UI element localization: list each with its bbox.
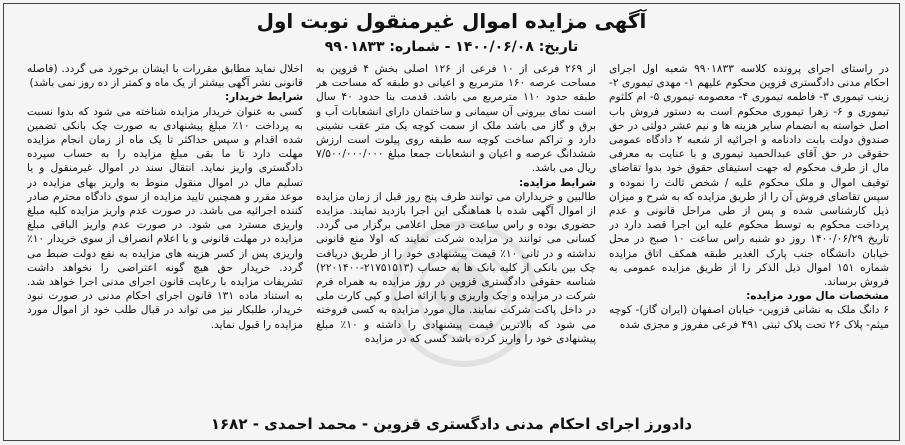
property-heading: مشخصات مال مورد مزایده: (746, 290, 889, 303)
property-details: از ۲۶۹ فرعی از ۱۰ فرعی از ۱۲۶ اصلی بخش ۴ قزوین به مساحت عرصه ۱۶۰ مترمربع و اعیانی دو طبقه که مساحت هر طبقه حدود ۱۱۰ مترمربع می باشد. قدمت بنا حدود ۴۰ سال است نمای بیرونی آن سیمانی و ساختمان دارای انشعابات آب و برق و گاز می باشد ملک از سمت کوچه یک متر عقب نشینی دارد و تراکم ساخت کوچه سه طبقه روی پیلوت است ارزش ششدانگ عرصه و اعیان و انشعابات جمعا مبلغ ۷/۵۰۰/۰۰۰/۰۰۰ ریال می باشد. (316, 63, 596, 175)
notice-date-number: تاریخ: ۱۴۰۰/۰۶/۰۸ - شماره: ۹۹۰۱۸۳۳ (324, 39, 579, 55)
auction-terms-heading: شرایط مزایده: (518, 176, 596, 189)
signature-line: دادورز اجرای احکام مدنی دادگستری قزوین - محمد احمدی - ۱۶۸۲ (210, 415, 693, 433)
auction-terms: طالبین و خریداران می توانند ظرف پنج روز قبل از زمان مزایده از اموال آگهی شده با هماهنگی این اجرا بازدید نمایند. مزایده حضوری بوده و راس ساعت در محل اعلامی برگزار می گردد. کسانی می توانند در مزایده شرکت نمایند که اولا منع قانونی نداشته و در ثانی ۱۰٪ قیمت پیشنهادی خود را از طریق دریافت چک بین بانکی از کلیه بانک ها به حساب (۲۱۷۵۱۵۱۳-۲۲۰۱۴۰۰) شناسه حقوقی دادگستری قزوین در روز مزایده به همراه فرم شرکت در مزایده و چک واریزی و یا ارائه اصل و کپی کارت ملی در داخل پاکت شرکت نمایند. مال مورد مزایده به کسی فروخته می شود که بالاترین قیمت پیشنهادی را داشته و ۱۰٪ مبلغ پیشنهادی خود را واریز کرده باشد کسی که در مزایده (316, 190, 596, 345)
notice-title: آگهی مزایده اموال غیرمنقول نوبت اول (256, 9, 647, 33)
column-right (609, 62, 889, 412)
property-description: ۶ دانگ ملک به نشانی قزوین- خیابان اصفهان (ایران گاز)- کوچه میثم- پلاک ۲۶ تحت پلاک ثبتی ۴۹۱ فرعی مفروز و مجزی شده (609, 304, 889, 331)
buyer-terms-heading: شرایط خریدار: (225, 91, 303, 104)
continuation-paragraph: اخلال نماید مطابق مقررات با ایشان برخورد می گردد. (فاصله قانونی نشر آگهی بیشتر از یک ماه و کمتر از ده روز نمی باشد) (27, 63, 303, 90)
intro-paragraph: در راستای اجرای پرونده کلاسه ۹۹۰۱۸۳۳ شعبه اول اجرای احکام مدنی دادگستری قزوین محکوم علیهم ۱- مهدی تیموری ۲- زینب تیموری ۳- فاطمه تیموری ۴- معصومه تیموری ۵- ام کلثوم تیموری و ۶- زهرا تیموری محکوم است به دستور فروش باب اصل خواسته به انضمام سایر هزینه ها و نیم عشر دولتی در حق صندوق دولت بابت دادنامه و اجرائیه از شعبه ۲ دادگاه عمومی حقوقی در حق آقای عبدالحمید تیموری و با عنایت به معرفی مال از طرف محکوم له جهت استیفای حقوق خود بدوا تقاضای توقیف اموال و ملک محکوم علیه / شخص ثالث را نموده و سپس تقاضای فروش آن را از طریق مزایده که به شرح و میزان ذیل کارشناسی شده و پس از طی مراحل قانونی و عدم پرداخت محکوم به توسط محکوم علیه این اجرا قصد دارد در تاریخ ۱۴۰۰/۰۶/۲۹ روز دو شنبه راس ساعت ۱۰ صبح در محل خیابان دانشگاه جنب پارک الغدیر طبقه همکف اتاق مزایده شماره ۱۵۱ اموال ذیل الذکر را از طریق مزایده عمومی به فروش برساند. (609, 63, 889, 289)
notice-body (14, 62, 889, 412)
buyer-terms: کسی به عنوان خریدار مزایده شناخته می شود که بدوا نسبت به پرداخت ۱۰٪ مبلغ پیشنهادی به صورت چک بانکی تضمین شده اقدام و سپس حداکثر تا یک ماه از زمان انجام مزایده مهلت دارد تا ما بقی مبلغ مزایده را به حساب سپرده دادگستری واریز نماید. انتقال سند در اموال غیرمنقول و یا تسلیم مال در اموال منقول منوط به واریز بهای مزایده در موعد مقرر و همچنین تایید مزایده از سوی دادگاه محترم صادر کننده اجرائیه می باشد. در صورت عدم واریز مزایده کلیه مبلغ واریزی مسترد می شود. در صورت عدم واریز الباقی مبلغ مزایده در مهلت قانونی و یا اعلام انصراف از سوی خریدار ۱۰٪ واریزی پس از کسر هزینه های مزایده به نفع دولت ضبط می گردد. خریدار حق هیچ گونه اعتراضی را نخواهد داشت تشریفات مزایده با رعایت قانون اجرای مدنی اجرا خواهد شد. به استناد ماده ۱۳۱ قانون اجرای احکام مدنی در صورت نبود خریدار، طلبکار نیز می تواند در قبال طلب خود از اموال مورد مزایده را قبول نماید. (27, 105, 303, 331)
column-middle (316, 62, 596, 412)
column-left (27, 62, 303, 412)
notice-frame (3, 3, 900, 441)
